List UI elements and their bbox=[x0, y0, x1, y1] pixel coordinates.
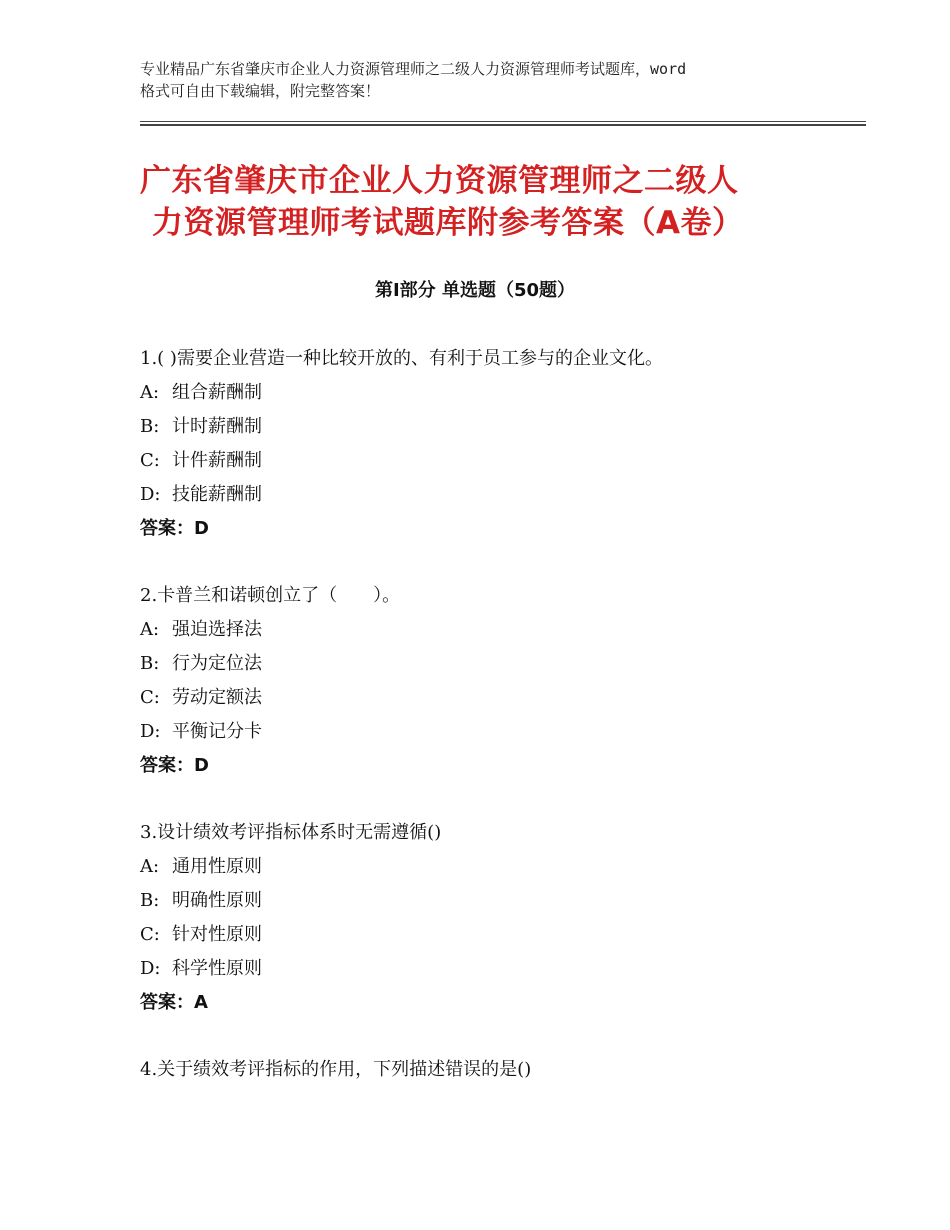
option-a bbox=[140, 376, 840, 410]
option-text: 针对性原则 bbox=[172, 924, 262, 945]
option-text: 通用性原则 bbox=[172, 856, 262, 877]
option-c bbox=[140, 918, 840, 952]
option-letter: D: bbox=[140, 721, 161, 742]
option-d bbox=[140, 952, 840, 986]
answer-line: 答案：A bbox=[140, 992, 208, 1013]
document-title bbox=[140, 160, 840, 244]
option-letter: D: bbox=[140, 958, 161, 979]
header-divider-thin bbox=[140, 121, 866, 122]
option-a bbox=[140, 850, 840, 884]
option-letter: D: bbox=[140, 484, 161, 505]
option-text: 技能薪酬制 bbox=[172, 484, 262, 505]
option-letter: B: bbox=[140, 890, 160, 911]
option-b bbox=[140, 647, 840, 681]
question-list bbox=[140, 342, 840, 1120]
question-text: 3.设计绩效考评指标体系时无需遵循() bbox=[140, 822, 442, 843]
option-letter: C: bbox=[140, 924, 160, 945]
section-title: 第Ⅰ部分 单选题（50题） bbox=[374, 280, 575, 301]
option-letter: B: bbox=[140, 653, 160, 674]
answer-line: 答案：D bbox=[140, 518, 209, 539]
option-letter: A: bbox=[140, 619, 160, 640]
option-c bbox=[140, 681, 840, 715]
answer-line: 答案：D bbox=[140, 755, 209, 776]
document-title-line-2: 力资源管理师考试题库附参考答案（A卷） bbox=[152, 205, 744, 241]
question-text: 2.卡普兰和诺顿创立了（ ）。 bbox=[140, 585, 401, 606]
header-note-line-2: 格式可自由下载编辑，附完整答案！ bbox=[140, 82, 381, 100]
option-text: 明确性原则 bbox=[172, 890, 262, 911]
option-a bbox=[140, 613, 840, 647]
question-text: 4.关于绩效考评指标的作用，下列描述错误的是() bbox=[140, 1059, 532, 1080]
option-c bbox=[140, 444, 840, 478]
option-text: 组合薪酬制 bbox=[172, 382, 262, 403]
question-text: 1.( )需要企业营造一种比较开放的、有利于员工参与的企业文化。 bbox=[140, 348, 663, 369]
option-d bbox=[140, 478, 840, 512]
question-4 bbox=[140, 1053, 840, 1087]
option-text: 科学性原则 bbox=[172, 958, 262, 979]
question-3 bbox=[140, 816, 840, 1020]
option-letter: C: bbox=[140, 450, 160, 471]
option-b bbox=[140, 410, 840, 444]
option-letter: C: bbox=[140, 687, 160, 708]
header-note bbox=[140, 58, 820, 102]
header-note-line-1: 专业精品广东省肇庆市企业人力资源管理师之二级人力资源管理师考试题库，word bbox=[140, 60, 687, 78]
option-b bbox=[140, 884, 840, 918]
question-1 bbox=[140, 342, 840, 546]
option-text: 劳动定额法 bbox=[172, 687, 262, 708]
option-letter: A: bbox=[140, 382, 160, 403]
option-text: 计件薪酬制 bbox=[172, 450, 262, 471]
option-text: 计时薪酬制 bbox=[172, 416, 262, 437]
option-text: 平衡记分卡 bbox=[172, 721, 262, 742]
option-d bbox=[140, 715, 840, 749]
document-title-line-1: 广东省肇庆市企业人力资源管理师之二级人 bbox=[140, 163, 739, 199]
option-letter: B: bbox=[140, 416, 160, 437]
header-divider-thick bbox=[140, 124, 866, 126]
option-text: 强迫选择法 bbox=[172, 619, 262, 640]
option-letter: A: bbox=[140, 856, 160, 877]
question-2 bbox=[140, 579, 840, 783]
option-text: 行为定位法 bbox=[172, 653, 262, 674]
